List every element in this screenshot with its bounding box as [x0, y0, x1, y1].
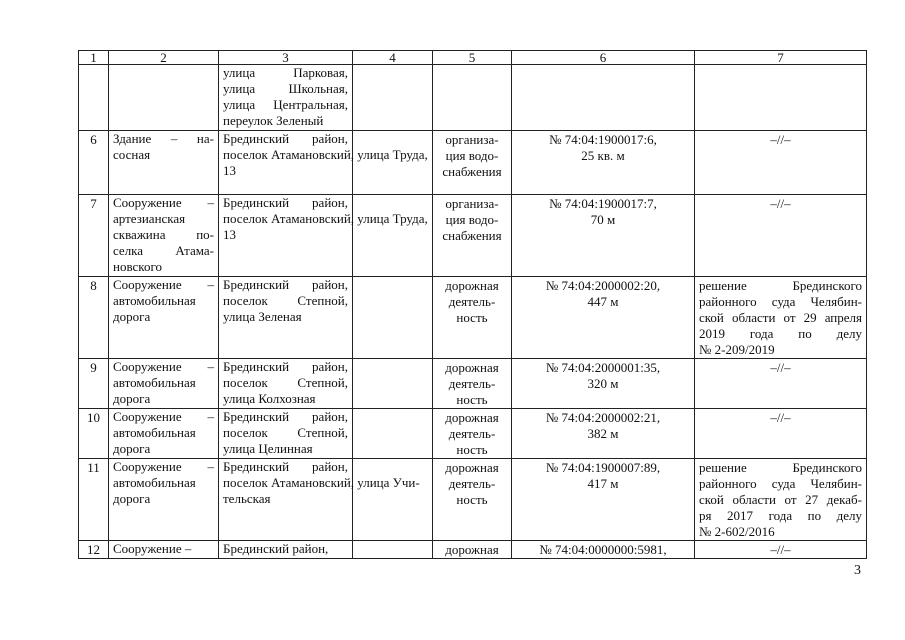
cell-line: Сооружение – — [113, 541, 192, 556]
cell-line: снабжения — [442, 228, 502, 243]
cell-line: сосная — [113, 147, 151, 162]
table-row — [79, 359, 867, 409]
cell-line: № 2-209/2019 — [699, 342, 775, 357]
object-name-cell — [109, 409, 219, 459]
cell-line: Брединский район, — [223, 131, 348, 146]
object-name-cell — [109, 459, 219, 541]
row-number: 11 — [79, 459, 109, 541]
cell-line: деятель- — [448, 426, 496, 441]
cell-line: тельская — [223, 491, 271, 506]
object-name-cell — [109, 131, 219, 195]
cell-line: Здание – на- — [113, 131, 214, 146]
cell-line: –//– — [770, 360, 791, 375]
cell-line: дорожная — [445, 460, 499, 475]
column-header: 1 — [79, 51, 109, 65]
cell-line: 70 м — [590, 212, 616, 227]
ditto-cell — [695, 359, 867, 409]
cell-line: дорога — [113, 309, 151, 324]
address-cell — [219, 409, 353, 459]
cell-line: № 2-602/2016 — [699, 524, 775, 539]
activity-cell — [433, 277, 512, 359]
row-number: 7 — [79, 195, 109, 277]
cell-line: скважина по- — [113, 227, 214, 242]
cadastral-cell — [512, 359, 695, 409]
cell-line: 13 — [223, 163, 236, 178]
table-row — [79, 65, 867, 131]
cell-line: Брединский район, — [223, 195, 348, 210]
empty-cell — [353, 131, 433, 195]
cell-line: № 74:04:2000001:35, — [545, 360, 661, 375]
empty-cell — [353, 409, 433, 459]
column-header: 4 — [353, 51, 433, 65]
empty-cell — [353, 359, 433, 409]
cell-line: автомобильная — [113, 475, 196, 490]
cell-line: деятель- — [448, 476, 496, 491]
cell-line: –//– — [770, 410, 791, 425]
cadastral-cell — [512, 131, 695, 195]
column-header: 5 — [433, 51, 512, 65]
cell-line: Сооружение – — [113, 459, 214, 474]
object-name-cell — [109, 195, 219, 277]
cell-line: решение Брединского — [699, 460, 862, 475]
column-header: 2 — [109, 51, 219, 65]
cell-line: ция водо- — [445, 148, 499, 163]
ditto-cell — [695, 195, 867, 277]
cell-line: районного суда Челябин- — [699, 476, 862, 491]
cell-line: 2019 года по делу — [699, 326, 862, 341]
document-cell — [695, 459, 867, 541]
cell-line: дорога — [113, 441, 151, 456]
cell-line: 320 м — [587, 376, 619, 391]
table-body — [79, 51, 867, 559]
table-row — [79, 277, 867, 359]
cell-line: поселок Атамановский, улица Учи- — [223, 475, 420, 490]
header-row — [79, 51, 867, 65]
cell-line: № 74:04:2000002:20, — [545, 278, 661, 293]
empty-cell — [353, 459, 433, 541]
address-cell — [219, 195, 428, 277]
cell-line: 382 м — [587, 426, 619, 441]
cell-line: дорожная — [445, 542, 499, 557]
cell-line: улица Колхозная — [223, 391, 316, 406]
cell-line: автомобильная — [113, 375, 196, 390]
cadastral-cell — [512, 277, 695, 359]
cell-line: ность — [456, 492, 488, 507]
cell-line: улица Центральная, — [223, 97, 348, 112]
cell-line: ность — [456, 310, 488, 325]
object-name-cell — [109, 277, 219, 359]
cell-line: дорога — [113, 391, 151, 406]
cell-line: ность — [456, 442, 488, 457]
cell-line: деятель- — [448, 376, 496, 391]
cell-line: 13 — [223, 227, 236, 242]
cell-line: дорожная — [445, 278, 499, 293]
row-number — [79, 65, 109, 131]
table-row — [79, 409, 867, 459]
activity-cell — [433, 541, 512, 559]
cell-line: организа- — [445, 196, 499, 211]
ditto-cell — [695, 131, 867, 195]
table-row — [79, 131, 867, 195]
cell-line: ря 2017 года по делу — [699, 508, 862, 523]
cell-line: ской области от 29 апреля — [699, 310, 862, 325]
object-name-cell — [109, 65, 219, 131]
cadastral-cell — [512, 459, 695, 541]
cell-line: 447 м — [587, 294, 619, 309]
cell-line: 417 м — [587, 476, 619, 491]
column-header: 6 — [512, 51, 695, 65]
row-number: 9 — [79, 359, 109, 409]
cell-line: деятель- — [448, 294, 496, 309]
empty-cell — [353, 65, 433, 131]
cell-line: снабжения — [442, 164, 502, 179]
cadastral-cell — [512, 65, 695, 131]
cell-line: дорожная — [445, 360, 499, 375]
address-cell — [219, 359, 353, 409]
object-name-cell — [109, 359, 219, 409]
cell-line: улица Целинная — [223, 441, 313, 456]
cell-line: поселок Атамановский, улица Труда, — [223, 147, 428, 162]
cell-line: Сооружение – — [113, 359, 214, 374]
cell-line: решение Брединского — [699, 278, 862, 293]
cell-line: поселок Степной, — [223, 293, 348, 308]
row-number: 10 — [79, 409, 109, 459]
address-cell — [219, 459, 420, 541]
cadastral-cell — [512, 409, 695, 459]
cell-line: поселок Степной, — [223, 425, 348, 440]
cell-line: автомобильная — [113, 293, 196, 308]
ditto-cell — [695, 409, 867, 459]
cell-line: новского — [113, 259, 162, 274]
cell-line: Брединский район, — [223, 277, 348, 292]
address-cell — [219, 65, 353, 131]
cell-line: № 74:04:1900017:7, — [549, 196, 657, 211]
activity-cell — [433, 65, 512, 131]
cell-line: № 74:04:0000000:5981, — [539, 542, 667, 557]
empty-cell — [353, 277, 433, 359]
row-number: 12 — [79, 541, 109, 559]
page-number: 3 — [854, 563, 861, 578]
activity-cell — [433, 131, 512, 195]
cell-line: ция водо- — [445, 212, 499, 227]
cell-line: Брединский район, — [223, 541, 329, 556]
cell-line: ность — [456, 392, 488, 407]
table-row — [79, 459, 867, 541]
cell-line: организа- — [445, 132, 499, 147]
cell-line: Сооружение – — [113, 409, 214, 424]
cadastral-cell — [512, 195, 695, 277]
cell-line: поселок Атамановский, улица Труда, — [223, 211, 428, 226]
property-table — [78, 50, 867, 559]
cell-line: Сооружение – — [113, 277, 214, 292]
ditto-cell — [695, 541, 867, 559]
cell-line: Брединский район, — [223, 409, 348, 424]
column-header: 7 — [695, 51, 867, 65]
cell-line: улица Школьная, — [223, 81, 348, 96]
cell-line: Сооружение – — [113, 195, 214, 210]
cell-line: Брединский район, — [223, 459, 348, 474]
cell-line: –//– — [770, 542, 791, 557]
cell-line: автомобильная — [113, 425, 196, 440]
cell-line: улица Зеленая — [223, 309, 302, 324]
empty-cell — [353, 541, 433, 559]
cell-line: переулок Зеленый — [223, 113, 324, 128]
cell-line: селка Атама- — [113, 243, 214, 258]
table-row — [79, 195, 867, 277]
table-row — [79, 541, 867, 559]
object-name-cell — [109, 541, 219, 559]
cell-line: № 74:04:2000002:21, — [545, 410, 661, 425]
cell-line: улица Парковая, — [223, 65, 348, 80]
cell-line: № 74:04:1900007:89, — [545, 460, 661, 475]
cadastral-cell — [512, 541, 695, 559]
cell-line: № 74:04:1900017:6, — [549, 132, 657, 147]
column-header: 3 — [219, 51, 353, 65]
cell-line: ской области от 27 декаб- — [699, 492, 862, 507]
row-number: 8 — [79, 277, 109, 359]
cell-line: Брединский район, — [223, 359, 348, 374]
cell-line: поселок Степной, — [223, 375, 348, 390]
activity-cell — [433, 195, 512, 277]
address-cell — [219, 131, 428, 195]
document-cell — [695, 65, 867, 131]
empty-cell — [353, 195, 433, 277]
cell-line: районного суда Челябин- — [699, 294, 862, 309]
cell-line: дорожная — [445, 410, 499, 425]
document-cell — [695, 277, 867, 359]
cell-line: 25 кв. м — [581, 148, 625, 163]
cell-line: –//– — [770, 132, 791, 147]
activity-cell — [433, 409, 512, 459]
address-cell — [219, 541, 353, 559]
address-cell — [219, 277, 353, 359]
cell-line: –//– — [770, 196, 791, 211]
activity-cell — [433, 459, 512, 541]
row-number: 6 — [79, 131, 109, 195]
activity-cell — [433, 359, 512, 409]
cell-line: артезианская — [113, 211, 186, 226]
cell-line: дорога — [113, 491, 151, 506]
